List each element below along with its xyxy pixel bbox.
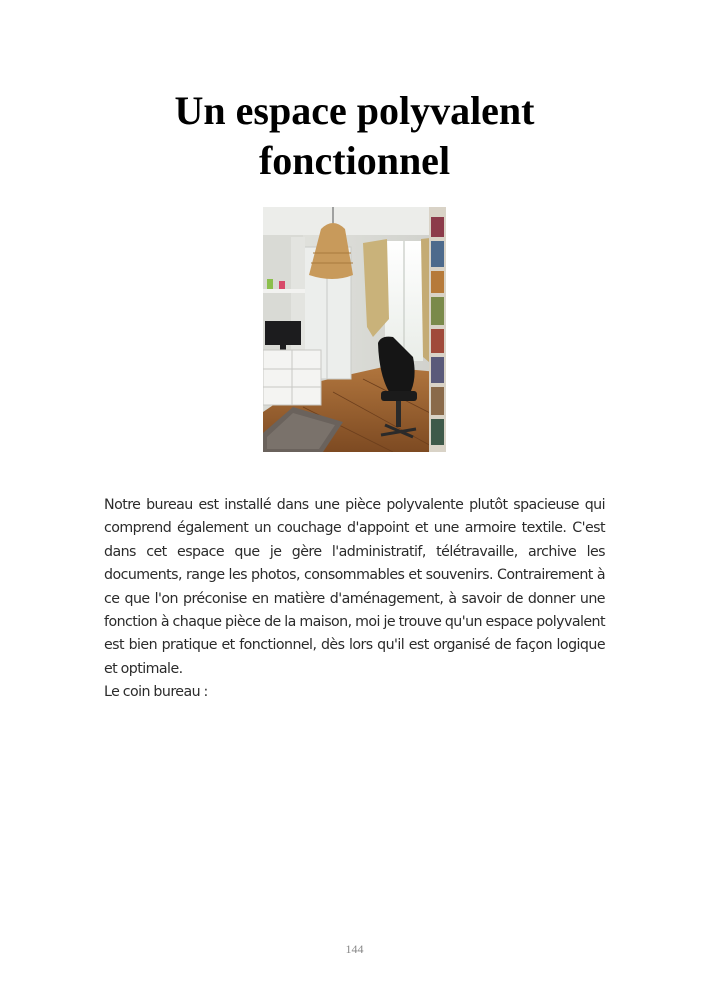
office-room-photo	[263, 207, 446, 452]
page-title	[100, 86, 609, 186]
photo-caption-line: Le coin bureau :	[104, 684, 208, 701]
page-title-line-1: Un espace polyvalent	[174, 88, 535, 133]
page-number: 144	[345, 942, 364, 956]
body-text	[104, 494, 605, 705]
body-paragraph: Notre bureau est installé dans une pièce polyvalente plutôt spacieuse qui comprend également un couchage d'appoint et une armoire textile. C'est dans cet espace que je gère l'administratif, télétravaille, archive les documents, range les photos, consommables et souvenirs. Contrairement à ce que l'on préconise en matière d'aménagement, à savoir de donner une fonction à chaque pièce de la maison, moi je trouve qu'un espace polyvalent est bien pratique et fonctionnel, dès lors qu'il est organisé de façon logique et optimale.	[104, 497, 605, 677]
page-title-line-2: fonctionnel	[258, 138, 451, 183]
